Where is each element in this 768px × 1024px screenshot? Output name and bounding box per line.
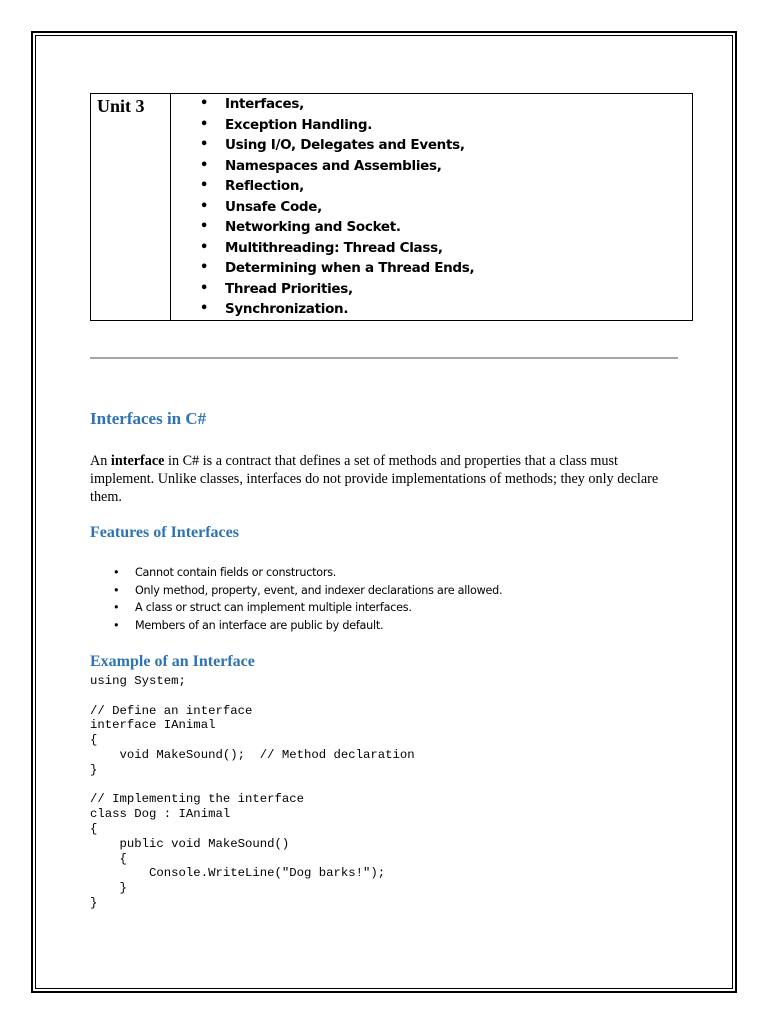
topics-list (171, 94, 692, 320)
feature-item (90, 564, 502, 582)
code-line: void MakeSound(); // Method declaration (90, 747, 415, 762)
code-line: { (90, 733, 98, 748)
example-title: Example of an Interface (90, 653, 255, 670)
code-line (90, 689, 415, 704)
bullet-icon: • (200, 96, 209, 111)
code-line: public void MakeSound() (90, 836, 290, 851)
topic-item (193, 258, 692, 279)
topic-label: Networking and Socket. (225, 219, 401, 235)
code-line: // Implementing the interface (90, 792, 305, 807)
horizontal-divider (90, 357, 678, 359)
feature-label: Members of an interface are public by default. (135, 618, 384, 632)
code-line: Console.WriteLine("Dog barks!"); (90, 866, 386, 881)
bullet-icon: • (200, 116, 209, 132)
syllabus-row (91, 94, 693, 321)
section-title: Interfaces in C# (90, 409, 207, 428)
code-line: interface IAnimal (90, 718, 216, 733)
topics-cell (171, 94, 693, 321)
bullet-icon: • (200, 157, 209, 173)
topic-label: Reflection, (225, 178, 305, 194)
code-line: class Dog : IAnimal (90, 807, 231, 822)
intro-prefix: An (90, 453, 111, 469)
bullet-icon: • (200, 280, 209, 296)
feature-label: Cannot contain fields or constructors. (135, 566, 337, 579)
unit-cell: Unit 3 (91, 94, 171, 321)
topic-label: Synchronization. (225, 301, 349, 317)
bullet-icon: • (113, 566, 120, 579)
topic-item (193, 94, 692, 115)
code-line: // Define an interface (90, 703, 253, 718)
topic-item (193, 115, 692, 136)
topic-label: Interfaces, (225, 96, 304, 112)
topic-item (193, 156, 692, 177)
topic-item (193, 176, 692, 197)
features-title: Features of Interfaces (90, 524, 239, 541)
code-block (90, 674, 415, 911)
topic-label: Determining when a Thread Ends, (225, 260, 475, 276)
bullet-icon: • (200, 178, 209, 193)
code-line (90, 778, 415, 793)
topic-item (193, 238, 692, 259)
features-list (90, 564, 502, 634)
topic-label: Multithreading: Thread Class, (225, 239, 443, 256)
intro-paragraph (90, 452, 680, 506)
topic-item (193, 217, 692, 238)
feature-label: A class or struct can implement multiple interfaces. (135, 601, 412, 614)
bullet-icon: • (200, 239, 209, 255)
intro-keyword: interface (110, 453, 165, 469)
topic-item (193, 279, 692, 300)
bullet-icon: • (200, 198, 209, 214)
bullet-icon: • (113, 618, 120, 632)
intro-body: in C# is a contract that defines a set of methods and properties that a class must implement. Unlike classes, interfaces do not provide implementations of methods; they only declare them. (90, 453, 659, 505)
bullet-icon: • (113, 583, 120, 597)
topic-item (193, 135, 692, 156)
bullet-icon: • (200, 219, 209, 234)
topic-label: Using I/O, Delegates and Events, (225, 137, 465, 153)
topic-item (193, 197, 692, 218)
topic-item (193, 299, 692, 320)
topic-label: Exception Handling. (225, 116, 373, 133)
feature-item (90, 599, 502, 617)
bullet-icon: • (113, 601, 120, 614)
code-line: } (90, 881, 127, 896)
code-line: } (90, 895, 98, 910)
topic-label: Namespaces and Assemblies, (225, 157, 442, 174)
bullet-icon: • (200, 260, 209, 275)
feature-item (90, 617, 502, 635)
bullet-icon: • (200, 137, 209, 152)
code-line: } (90, 762, 98, 777)
feature-label: Only method, property, event, and indexer declarations are allowed. (135, 583, 503, 597)
code-line: { (90, 821, 98, 836)
topic-label: Thread Priorities, (225, 280, 353, 297)
bullet-icon: • (200, 301, 209, 316)
syllabus-table (90, 93, 693, 321)
feature-item (90, 582, 502, 600)
code-line: { (90, 851, 127, 866)
code-line: using System; (90, 674, 186, 688)
topic-label: Unsafe Code, (225, 198, 322, 215)
